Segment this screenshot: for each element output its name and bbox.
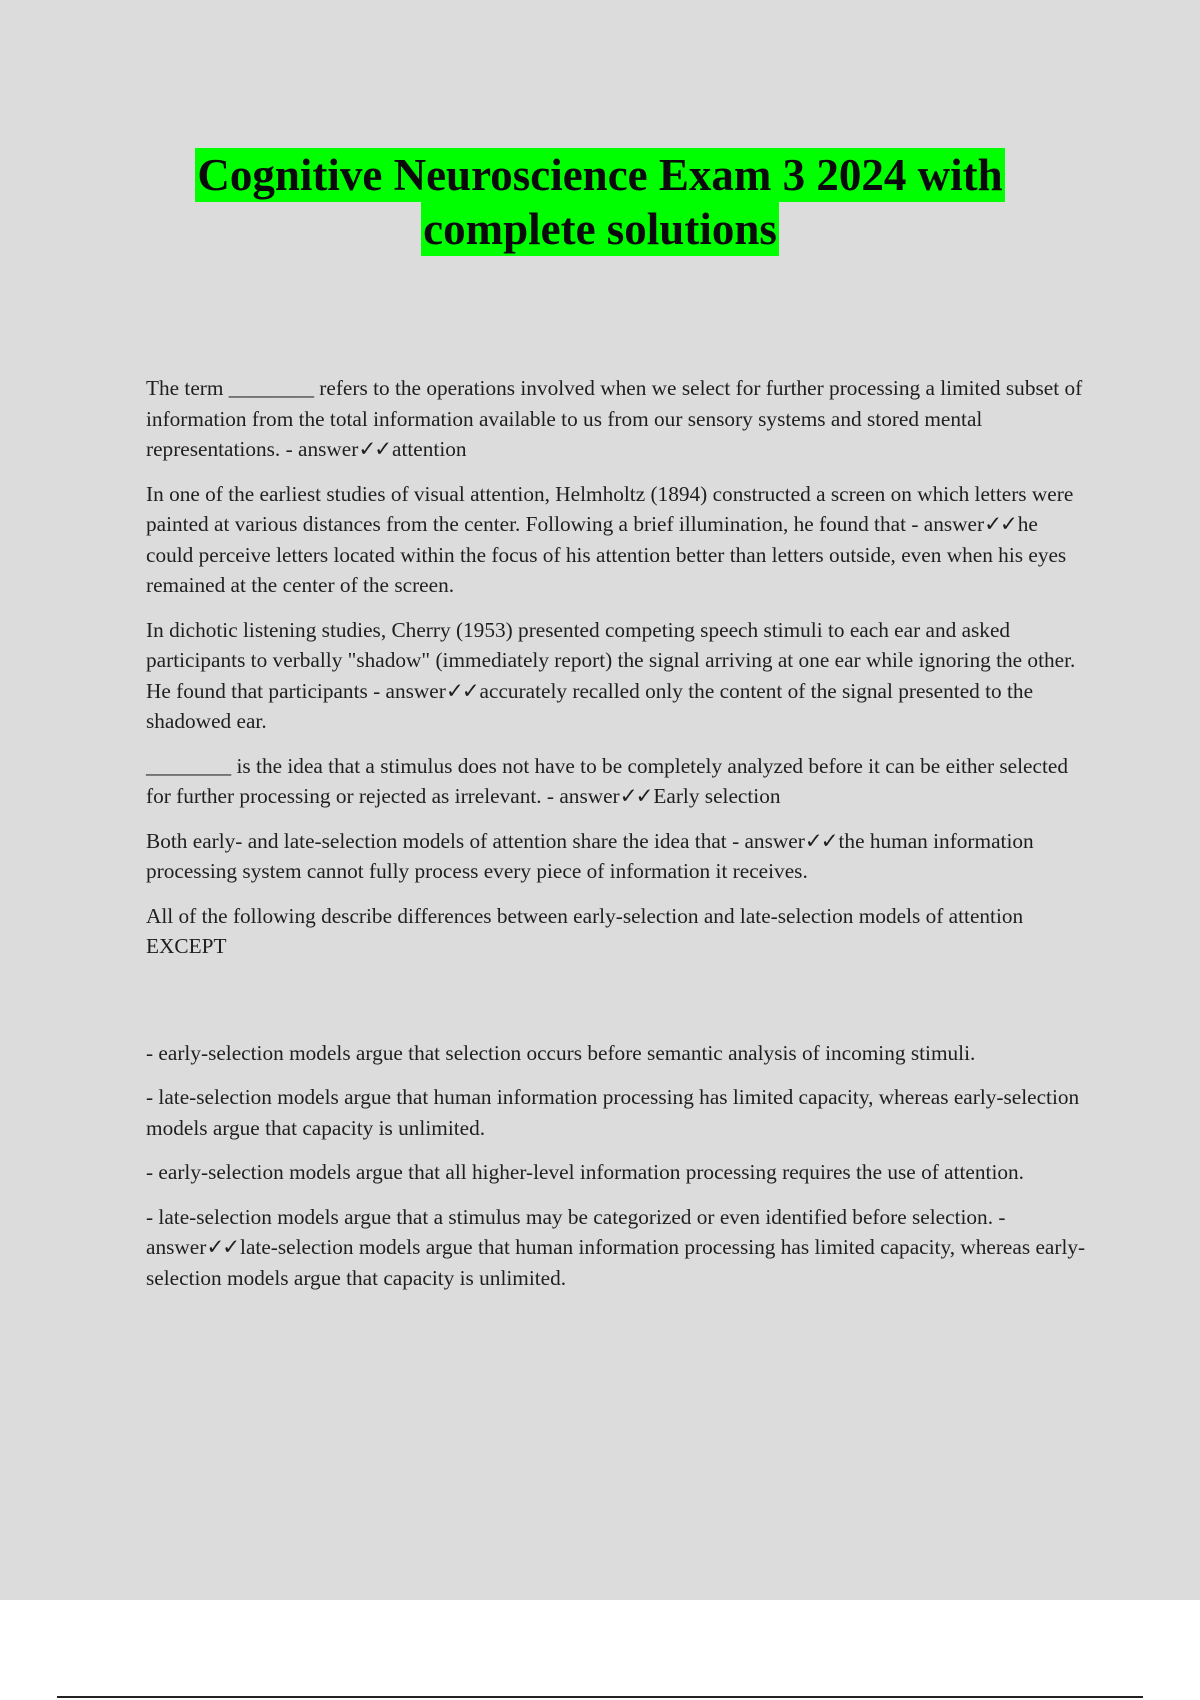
mc-option-text: - late-selection models argue that a stimulus may be categorized or even identified before selection. [146,1204,994,1229]
qa-item [146,373,1088,465]
mc-option: - early-selection models argue that selection occurs before semantic analysis of incoming stimuli. [146,1040,976,1065]
question-text: The term ________ refers to the operations involved when we select for further processing a limited subset of information from the total information available to us from our sensory systems and stored mental representations. [146,376,1083,461]
check-icon: ✓✓ [619,784,652,808]
check-icon: ✓✓ [445,678,478,703]
question-text: Both early- and late-selection models of attention share the idea that [146,828,727,853]
answer-marker: - answer [146,1204,1006,1259]
qa-item [146,751,1088,812]
qa-item [146,615,1088,737]
mc-question: All of the following describe differences between early-selection and late-selection models of attention EXCEPT [146,903,1024,958]
check-icon: ✓✓ [804,828,837,853]
document-body [146,373,1088,1307]
title-line-2: complete solutions [423,204,777,254]
check-icon: ✓✓ [358,437,391,461]
question-text: ________ is the idea that a stimulus does not have to be completely analyzed before it can be either selected for further processing or rejected as irrelevant. [146,753,1068,808]
check-icon: ✓✓ [984,512,1016,536]
page-title [0,148,1200,256]
answer-marker: - answer [732,828,805,853]
answer-text: accurately recalled only the content of the signal presented to the shadowed ear. [146,678,1034,733]
answer-text: he could perceive letters located within the focus of his attention better than letters outside, even when his eyes remained at the center of the screen. [146,512,1067,597]
answer-marker: - answer [373,678,446,703]
mc-option: - early-selection models argue that all higher-level information processing requires the use of attention. [146,1160,1024,1184]
answer-text: attention [392,437,467,461]
title-line-1: Cognitive Neuroscience Exam 3 2024 with [197,150,1003,200]
qa-item [146,826,1088,887]
answer-text: the human information processing system cannot fully process every piece of information it receives. [146,828,1034,883]
qa-item [146,479,1088,601]
answer-text: late-selection models argue that human information processing has limited capacity, whereas early-selection models argue that capacity is unlimited. [146,1235,1086,1290]
question-text: In dichotic listening studies, Cherry (1953) presented competing speech stimuli to each ear and asked participants to verbally "shadow" (immediately report) the signal arriving at one ear while ignoring the other. He found that participants [146,617,1076,703]
mc-option: - late-selection models argue that human information processing has limited capacity, whereas early-selection models argue that capacity is unlimited. [146,1085,1080,1140]
answer-marker: - answer [546,784,620,808]
check-icon: ✓✓ [206,1235,239,1259]
mc-option-with-answer [146,1202,1088,1294]
answer-marker: - answer [285,437,359,461]
footer-divider [57,1696,1143,1698]
answer-text: Early selection [653,784,781,808]
question-text: In one of the earliest studies of visual attention, Helmholtz (1894) constructed a screen on which letters were painted at various distances from the center. Following a brief illumination, he found that [146,481,1074,536]
answer-marker: - answer [911,512,985,536]
